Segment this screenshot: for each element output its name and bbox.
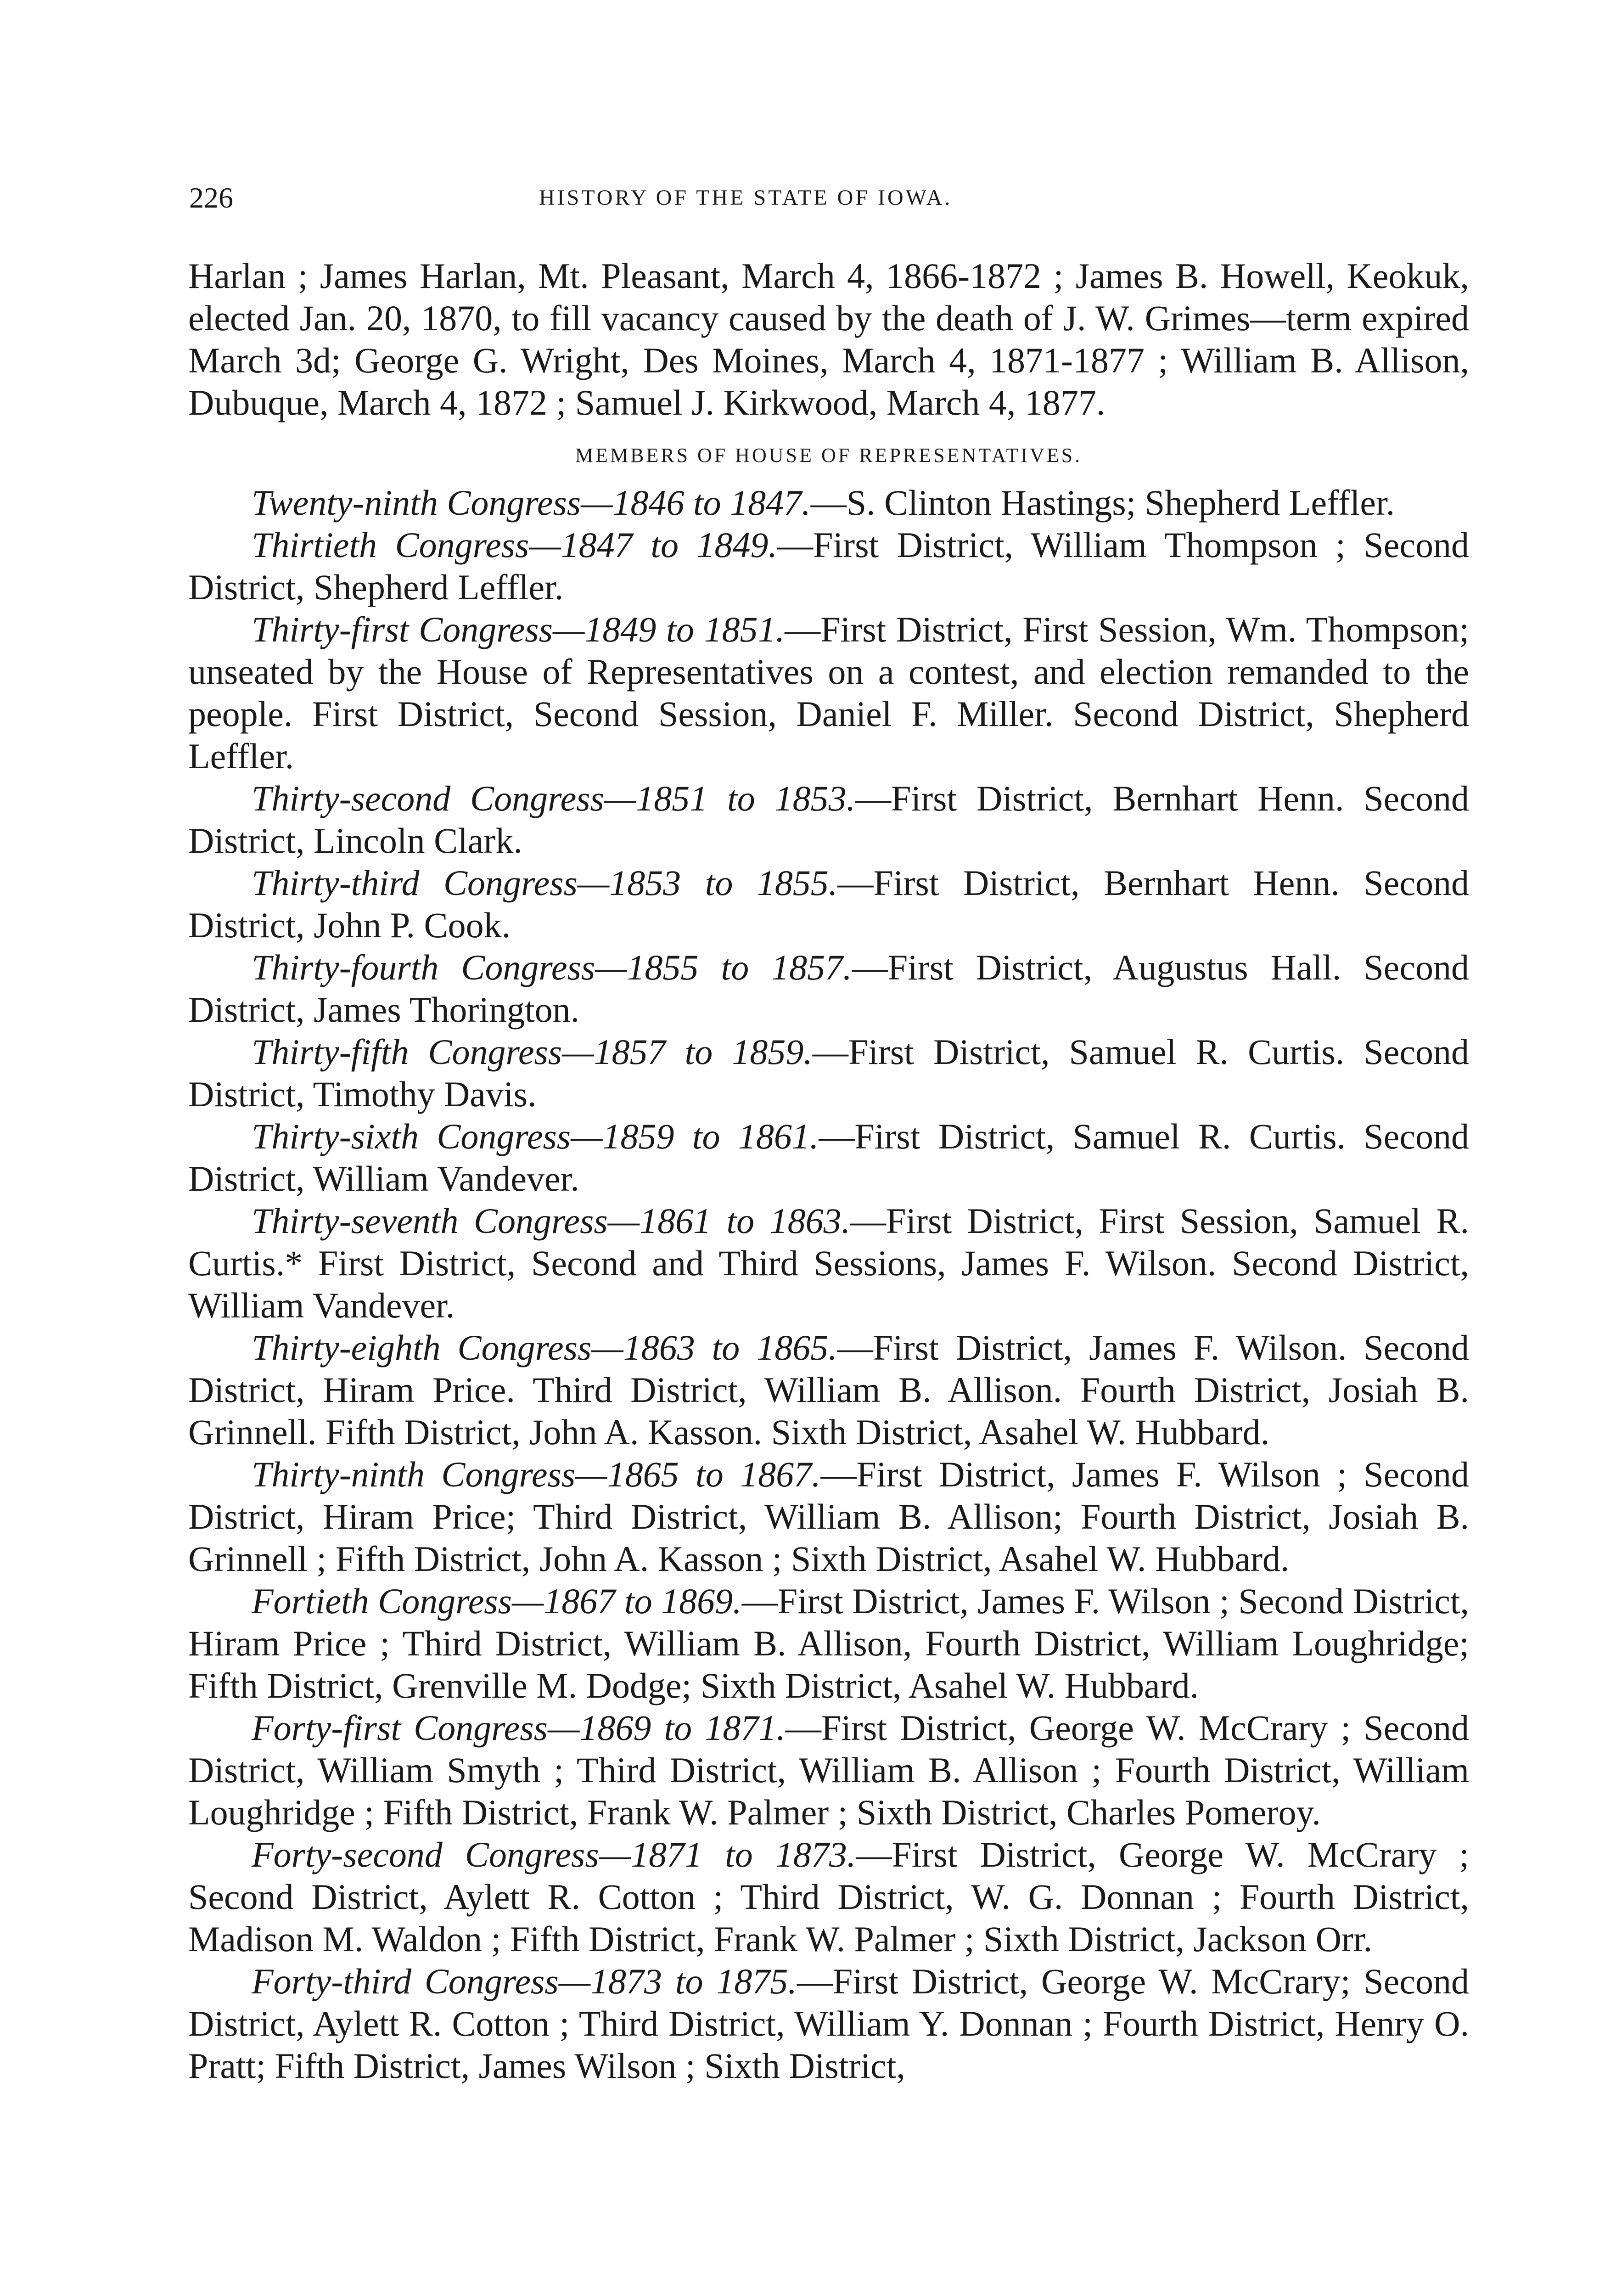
body-text bbox=[188, 255, 1469, 2087]
congress-entry bbox=[188, 1834, 1469, 1960]
congress-members: —First District, George W. McCrary ; Second District, Aylett R. Cotton ; Third District, W. G. Donnan ; Fourth District, Madison M. Waldon ; Fifth District, Frank W. Palmer ; Sixth District, Jackson Orr. bbox=[188, 1835, 1469, 1959]
congress-entry bbox=[188, 777, 1469, 862]
congress-name: Thirty-ninth Congress—1865 to 1867. bbox=[252, 1454, 821, 1494]
congress-members: —First District, William Thompson ; Second District, Shepherd Leffler. bbox=[188, 525, 1469, 607]
congress-entry bbox=[188, 1707, 1469, 1834]
congress-name: Forty-third Congress—1873 to 1875. bbox=[252, 1961, 797, 2001]
congress-entry bbox=[188, 1031, 1469, 1115]
congress-name: Thirty-sixth Congress—1859 to 1861. bbox=[252, 1116, 819, 1156]
congress-members: —First District, George W. McCrary ; Second District, William Smyth ; Third District, William B. Allison ; Fourth District, William Loughridge ; Fifth District, Frank W. Palmer ; Sixth District, Charles Pomeroy. bbox=[188, 1708, 1470, 1832]
congress-name: Forty-first Congress—1869 to 1871. bbox=[252, 1708, 786, 1748]
congress-members: —First District, Samuel R. Curtis. Second District, William Vandever. bbox=[188, 1116, 1469, 1199]
congress-members: —First District, Bernhart Henn. Second District, Lincoln Clark. bbox=[188, 778, 1470, 861]
congress-members: —S. Clinton Hastings; Shepherd Leffler. bbox=[810, 483, 1395, 523]
congress-entry bbox=[188, 1327, 1469, 1453]
congress-members: —First District, Samuel R. Curtis. Second District, Timothy Davis. bbox=[188, 1032, 1469, 1114]
congress-entry bbox=[188, 1580, 1469, 1707]
senators-continued-paragraph: Harlan ; James Harlan, Mt. Pleasant, March 4, 1866-1872 ; James B. Howell, Keokuk, elected Jan. 20, 1870, to fill vacancy caused by the death of J. W. Grimes—term expired March 3d; George G. Wright, Des Moines, March 4, 1871-1877 ; William B. Allison, Dubuque, March 4, 1872 ; Samuel J. Kirkwood, March 4, 1877. bbox=[188, 256, 1469, 422]
page-number: 226 bbox=[189, 181, 233, 214]
congress-name: Thirty-first Congress—1849 to 1851. bbox=[252, 609, 785, 649]
congress-members: —First District, James F. Wilson ; Second District, Hiram Price ; Third District, William B. Allison, Fourth District, William Loughridge; Fifth District, Grenville M. Dodge; Sixth District, Asahel W. Hubbard. bbox=[188, 1581, 1469, 1705]
congress-name: Thirty-second Congress—1851 to 1853. bbox=[252, 778, 856, 818]
congress-members: —First District, First Session, Samuel R. Curtis.* First District, Second and Third Sessions, James F. Wilson. Second District, William Vandever. bbox=[188, 1201, 1469, 1325]
congress-entry bbox=[188, 482, 1469, 524]
congress-entry bbox=[188, 1200, 1469, 1327]
congress-entry bbox=[188, 862, 1469, 946]
congress-entry bbox=[188, 946, 1469, 1031]
congress-entry bbox=[188, 1115, 1469, 1200]
running-head bbox=[189, 177, 1475, 219]
congress-members: —First District, First Session, Wm. Thompson; unseated by the House of Representatives on a contest, and election remanded to the people. First District, Second Session, Daniel F. Miller. Second District, Shepherd Leffler. bbox=[188, 609, 1469, 776]
congress-name: Thirty-eighth Congress—1863 to 1865. bbox=[252, 1328, 837, 1367]
congress-members: —First District, James F. Wilson ; Second District, Hiram Price; Third District, William B. Allison; Fourth District, Josiah B. Grinnell ; Fifth District, John A. Kasson ; Sixth District, Asahel W. Hubbard. bbox=[188, 1454, 1469, 1579]
congress-name: Thirtieth Congress—1847 to 1849. bbox=[252, 525, 778, 565]
congress-name: Fortieth Congress—1867 to 1869. bbox=[252, 1581, 742, 1621]
congress-name: Thirty-third Congress—1853 to 1855. bbox=[252, 863, 838, 903]
congress-name: Forty-second Congress—1871 to 1873. bbox=[252, 1835, 856, 1874]
congress-members: —First District, George W. McCrary; Second District, Aylett R. Cotton ; Third District, William Y. Donnan ; Fourth District, Henry O. Pratt; Fifth District, James Wilson ; Sixth District, bbox=[188, 1961, 1469, 2086]
congress-entry bbox=[188, 524, 1469, 608]
congress-name: Thirty-seventh Congress—1861 to 1863. bbox=[252, 1201, 851, 1241]
congress-entry bbox=[188, 608, 1469, 777]
congress-members: —First District, Bernhart Henn. Second District, John P. Cook. bbox=[188, 863, 1469, 945]
section-heading: MEMBERS OF HOUSE OF REPRESENTATIVES. bbox=[575, 444, 1083, 467]
running-title: HISTORY OF THE STATE OF IOWA. bbox=[539, 186, 953, 210]
congress-name: Thirty-fourth Congress—1855 to 1857. bbox=[252, 947, 852, 987]
congress-entry bbox=[188, 1960, 1469, 2087]
congress-members: —First District, Augustus Hall. Second District, James Thorington. bbox=[188, 947, 1469, 1030]
congress-entry bbox=[188, 1453, 1469, 1580]
congress-name: Twenty-ninth Congress—1846 to 1847. bbox=[252, 483, 811, 523]
congress-members: —First District, James F. Wilson. Second District, Hiram Price. Third District, William B. Allison. Fourth District, Josiah B. Grinnell. Fifth District, John A. Kasson. Sixth District, Asahel W. Hubbard. bbox=[188, 1328, 1469, 1452]
congress-name: Thirty-fifth Congress—1857 to 1859. bbox=[252, 1032, 813, 1072]
